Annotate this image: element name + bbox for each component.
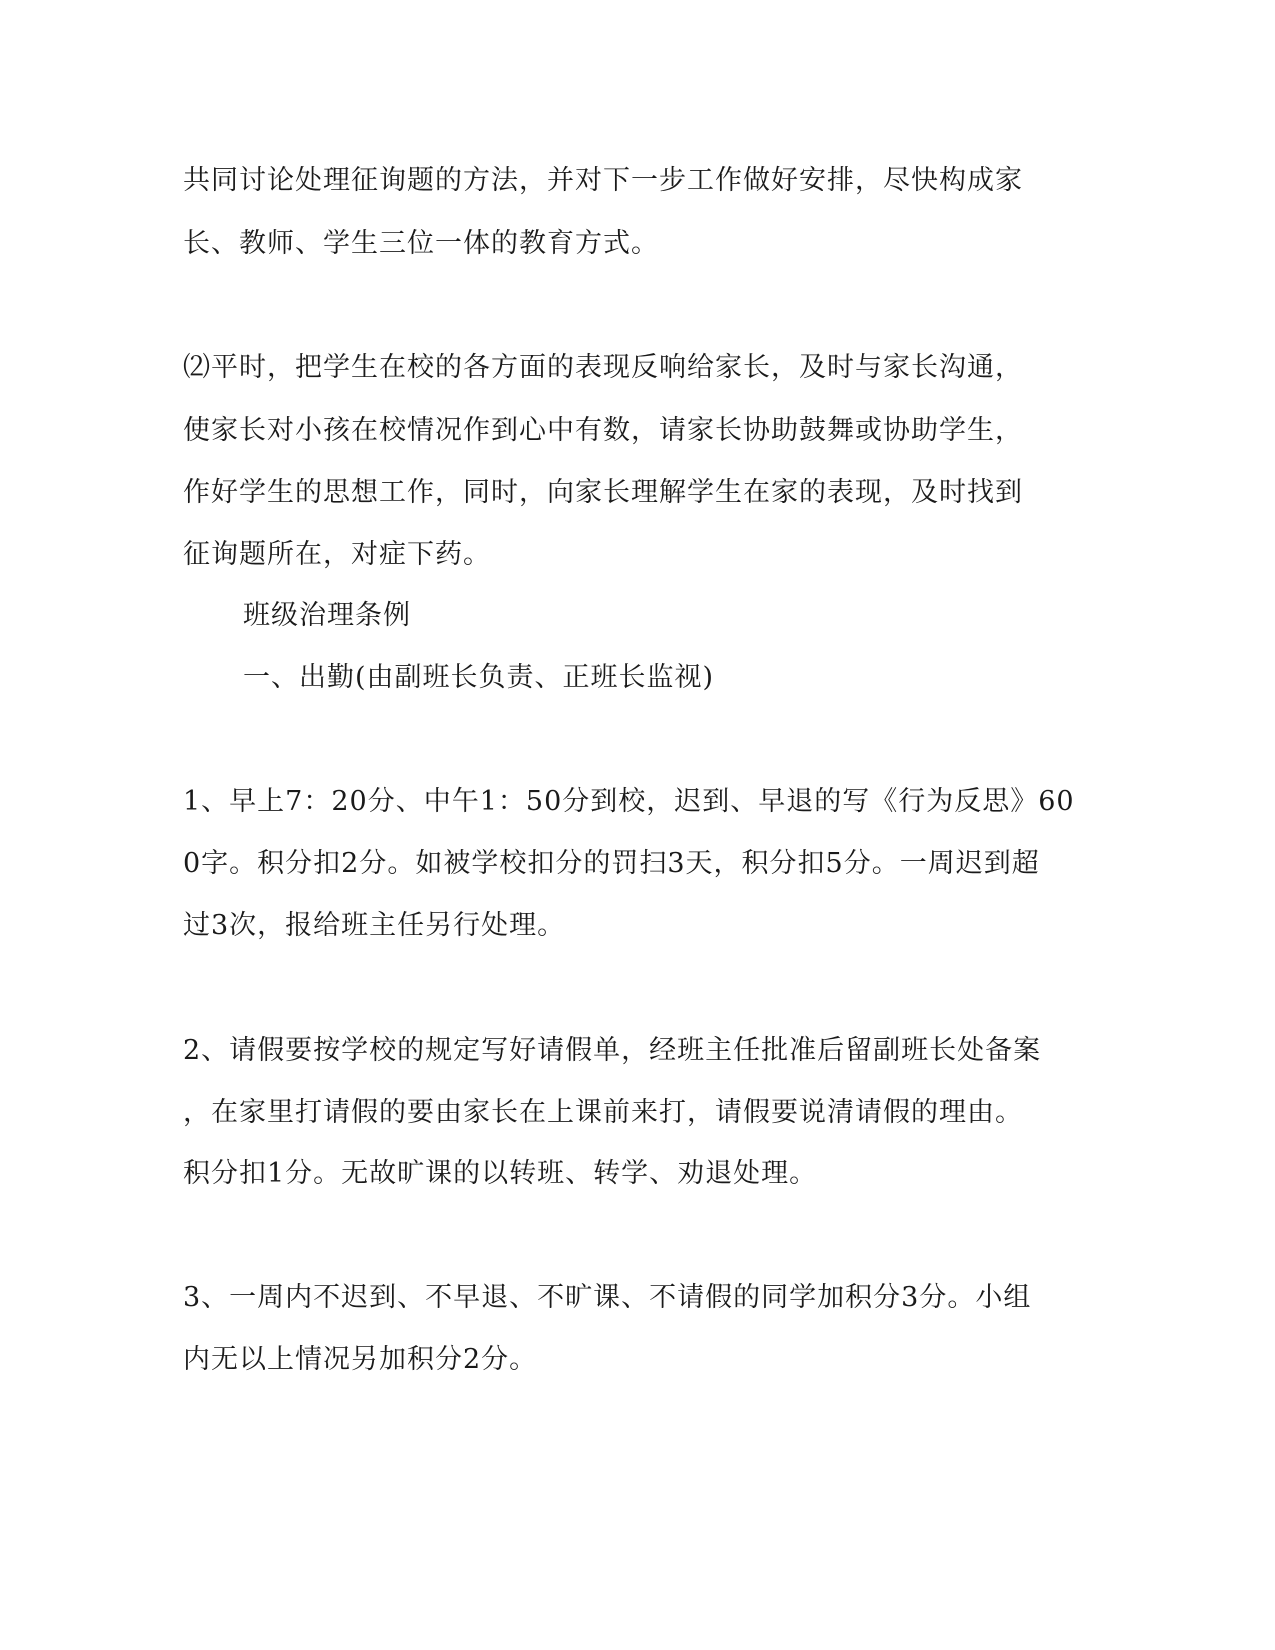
paragraph-line: 长、教师、学生三位一体的教育方式。	[183, 228, 659, 259]
rule-line: 3、一周内不迟到、不早退、不旷课、不请假的同学加积分3分。小组	[183, 1282, 1032, 1313]
subsection-title: 一、出勤(由副班长负责、正班长监视)	[243, 662, 715, 693]
paragraph-line: 共同讨论处理征询题的方法，并对下一步工作做好安排，尽快构成家	[183, 165, 1023, 196]
rule-line: 2、请假要按学校的规定写好请假单，经班主任批准后留副班长处备案	[183, 1035, 1042, 1066]
section-title: 班级治理条例	[243, 600, 411, 631]
rule-line: 积分扣1分。无故旷课的以转班、转学、劝退处理。	[183, 1158, 818, 1189]
paragraph-line: 征询题所在，对症下药。	[183, 539, 491, 570]
rule-line: ，在家里打请假的要由家长在上课前来打，请假要说清请假的理由。	[183, 1097, 1023, 1128]
rule-line: 过3次，报给班主任另行处理。	[183, 910, 566, 941]
rule-line: 1、早上7：20分、中午1：50分到校，迟到、早退的写《行为反思》60	[183, 786, 1075, 817]
paragraph-line: ⑵平时，把学生在校的各方面的表现反响给家长，及时与家长沟通，	[183, 352, 1023, 383]
paragraph-line: 使家长对小孩在校情况作到心中有数，请家长协助鼓舞或协助学生，	[183, 415, 1023, 446]
rule-line: 内无以上情况另加积分2分。	[183, 1344, 538, 1375]
paragraph-line: 作好学生的思想工作，同时，向家长理解学生在家的表现，及时找到	[183, 477, 1023, 508]
rule-line: 0字。积分扣2分。如被学校扣分的罚扫3天，积分扣5分。一周迟到超	[183, 848, 1040, 879]
